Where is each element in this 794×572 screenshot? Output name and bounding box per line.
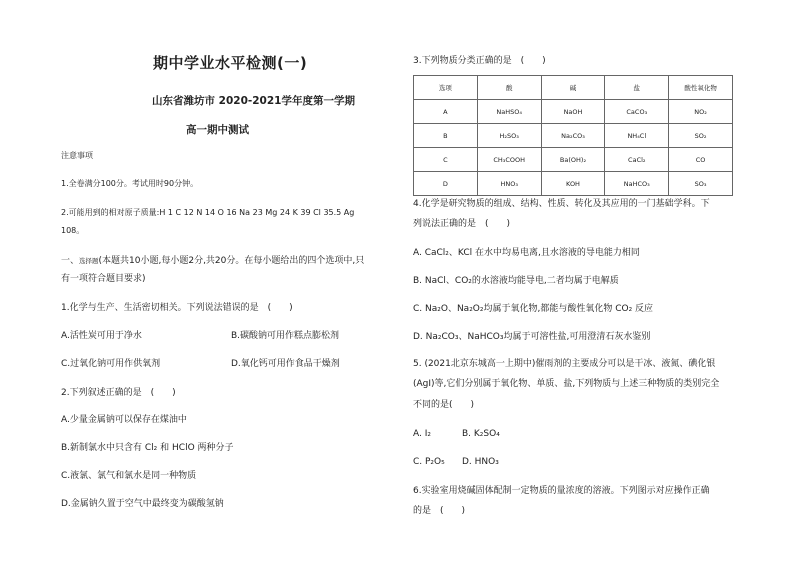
question-5-option-c: C. P₂O₅ — [413, 457, 445, 467]
table-cell: NO₂ — [669, 100, 733, 124]
classification-table — [413, 75, 733, 196]
question-2-option-c: C.液氯、氯气和氯水是同一种物质 — [61, 471, 197, 481]
question-6: 6.实验室用烧碱固体配制一定物质的量浓度的溶液。下列图示对应操作正确 — [413, 486, 710, 496]
notice-item-1: 1.全卷满分100分。考试用时90分钟。 — [61, 179, 199, 188]
section-number: 一、 — [61, 256, 80, 266]
question-5: 5. (2021北京东城高一上期中)催雨剂的主要成分可以是干冰、液氮、碘化银 — [413, 359, 716, 369]
question-3: 3.下列物质分类正确的是 ( ) — [413, 56, 546, 66]
table-cell: Ba(OH)₂ — [541, 148, 605, 172]
table-header-cell: 碱 — [541, 76, 605, 100]
table-row — [414, 148, 733, 172]
table-cell: H₂SO₃ — [477, 124, 541, 148]
question-2-option-b: B.新制氯水中只含有 Cl₂ 和 HClO 两种分子 — [61, 443, 234, 453]
table-cell: Na₂CO₃ — [541, 124, 605, 148]
question-4-option-a: A. CaCl₂、KCl 在水中均易电离,且水溶液的导电能力相同 — [413, 248, 640, 258]
question-5-option-b: B. K₂SO₄ — [462, 429, 500, 439]
question-4-option-c: C. Na₂O、Na₂O₂均属于氧化物,都能与酸性氧化物 CO₂ 反应 — [413, 304, 654, 314]
table-header-cell: 选项 — [414, 76, 478, 100]
table-cell: CaCO₃ — [605, 100, 669, 124]
table-cell: SO₃ — [669, 172, 733, 196]
notice-item-2-cont: 108。 — [61, 226, 85, 235]
question-6-cont: 的是 ( ) — [413, 506, 466, 516]
table-cell: B — [414, 124, 478, 148]
question-4-option-b: B. NaCl、CO₂的水溶液均能导电,二者均属于电解质 — [413, 276, 619, 286]
question-2-option-a: A.少量金属钠可以保存在煤油中 — [61, 415, 187, 425]
table-cell: KOH — [541, 172, 605, 196]
table-row — [414, 124, 733, 148]
question-5-cont-1: (AgI)等,它们分别属于氧化物、单质、盐,下列物质与上述三种物质的类别完全 — [413, 379, 720, 389]
table-cell: A — [414, 100, 478, 124]
table-cell: CH₃COOH — [477, 148, 541, 172]
question-5-cont-2: 不同的是( ) — [413, 400, 475, 410]
table-cell: C — [414, 148, 478, 172]
question-4-option-d: D. Na₂CO₃、NaHCO₃均属于可溶性盐,可用澄清石灰水鉴别 — [413, 332, 651, 342]
notice-heading: 注意事项 — [61, 151, 93, 160]
table-cell: NaHCO₃ — [605, 172, 669, 196]
question-5-option-d: D. HNO₃ — [462, 457, 499, 467]
question-4-cont: 列说法正确的是 ( ) — [413, 219, 511, 229]
table-header-cell: 酸 — [477, 76, 541, 100]
question-1-option-d: D.氧化钙可用作食品干燥剂 — [231, 359, 340, 369]
question-4: 4.化学是研究物质的组成、结构、性质、转化及其应用的一门基础学科。下 — [413, 199, 710, 209]
exam-name: 高一期中测试 — [186, 124, 249, 136]
section-rules: (本题共10小题,每小题2分,共20分。在每小题给出的四个选项中,只 — [98, 256, 365, 266]
table-cell: CaCl₂ — [605, 148, 669, 172]
table-cell: CO — [669, 148, 733, 172]
section-instructions-cont: 有一项符合题目要求) — [61, 274, 146, 284]
question-5-option-a: A. I₂ — [413, 429, 431, 439]
question-1-option-b: B.碳酸钠可用作糕点膨松剂 — [231, 331, 340, 341]
question-2: 2.下列叙述正确的是 ( ) — [61, 388, 176, 398]
table-row — [414, 100, 733, 124]
table-cell: NaHSO₄ — [477, 100, 541, 124]
table-cell: HNO₃ — [477, 172, 541, 196]
exam-title: 期中学业水平检测(一) — [153, 54, 308, 72]
section-instructions — [61, 255, 364, 267]
table-header-cell: 盐 — [605, 76, 669, 100]
section-tag: 选择题 — [79, 257, 99, 265]
question-1-option-c: C.过氧化钠可用作供氧剂 — [61, 359, 161, 369]
notice-item-2: 2.可能用到的相对原子质量:H 1 C 12 N 14 O 16 Na 23 Mg 24 K 39 Cl 35.5 Ag — [61, 208, 355, 217]
question-2-option-d: D.金属钠久置于空气中最终变为碳酸氢钠 — [61, 499, 224, 509]
question-1: 1.化学与生产、生活密切相关。下列说法错误的是 ( ) — [61, 303, 293, 313]
table-cell: SO₂ — [669, 124, 733, 148]
table-header-cell: 酸性氧化物 — [669, 76, 733, 100]
table-row — [414, 172, 733, 196]
table-cell: NH₄Cl — [605, 124, 669, 148]
table-cell: D — [414, 172, 478, 196]
question-1-option-a: A.活性炭可用于净水 — [61, 331, 142, 341]
table-cell: NaOH — [541, 100, 605, 124]
table-header-row — [414, 76, 733, 100]
exam-subtitle: 山东省潍坊市 2020-2021学年度第一学期 — [152, 95, 355, 107]
